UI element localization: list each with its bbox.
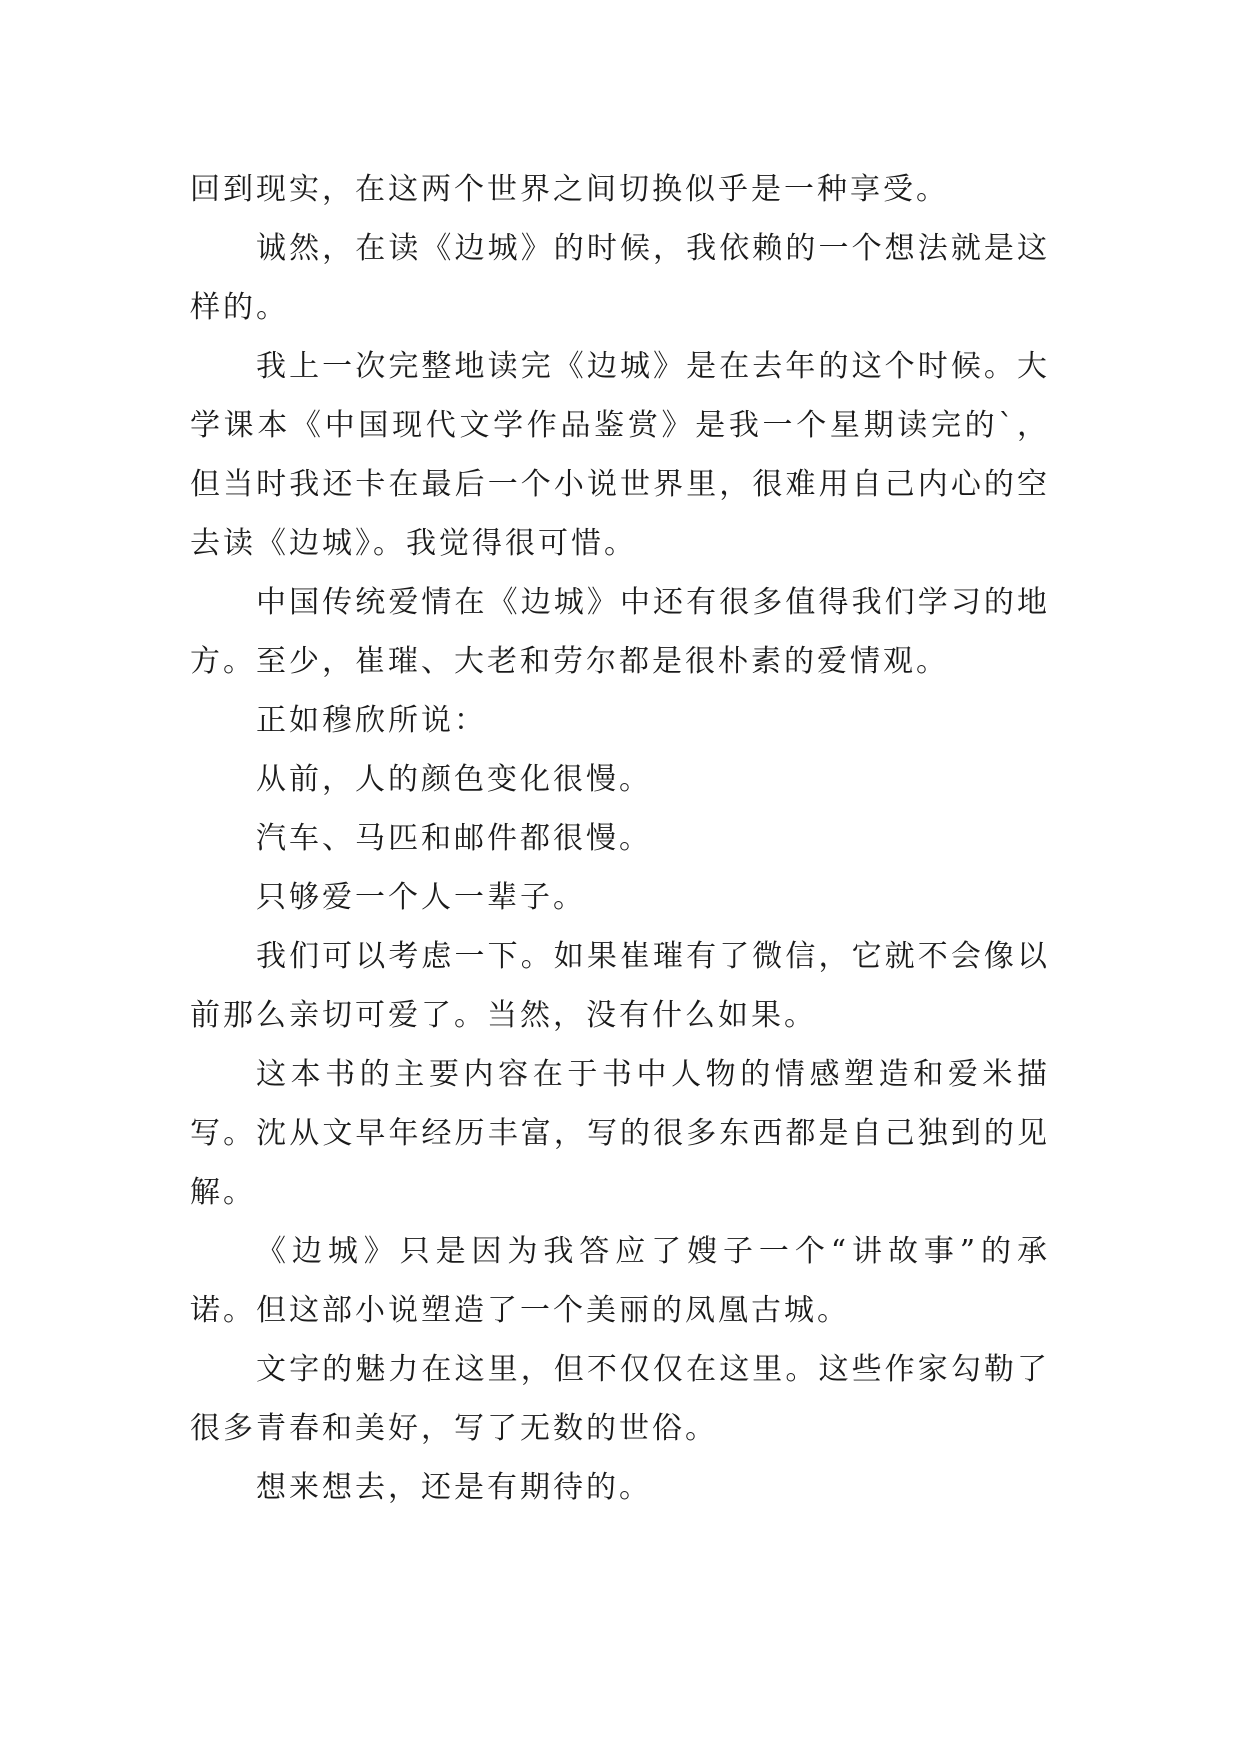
- paragraph-9: 我们可以考虑一下。如果崔璀有了微信，它就不会像以前那么亲切可爱了。当然，没有什么如果。: [190, 939, 1050, 1033]
- document-body: [190, 160, 1050, 1517]
- paragraph-8: 只够爱一个人一辈子。: [256, 880, 586, 915]
- paragraph-10: 这本书的主要内容在于书中人物的情感塑造和爱米描写。沈从文早年经历丰富，写的很多东西都是自己独到的见解。: [190, 1057, 1050, 1210]
- paragraph-2: 诚然，在读《边城》的时候，我依赖的一个想法就是这样的。: [190, 231, 1050, 325]
- paragraph-4: 中国传统爱情在《边城》中还有很多值得我们学习的地方。至少，崔璀、大老和劳尔都是很朴素的爱情观。: [190, 585, 1050, 679]
- paragraph-12: 文字的魅力在这里，但不仅仅在这里。这些作家勾勒了很多青春和美好，写了无数的世俗。: [190, 1352, 1050, 1446]
- paragraph-7: 汽车、马匹和邮件都很慢。: [256, 821, 652, 856]
- paragraph-13: 想来想去，还是有期待的。: [256, 1470, 652, 1505]
- paragraph-6: 从前，人的颜色变化很慢。: [256, 762, 652, 797]
- paragraph-11: 《边城》只是因为我答应了嫂子一个“讲故事”的承诺。但这部小说塑造了一个美丽的凤凰古城。: [190, 1234, 1050, 1328]
- paragraph-3: 我上一次完整地读完《边城》是在去年的这个时候。大学课本《中国现代文学作品鉴赏》是我一个星期读完的`，但当时我还卡在最后一个小说世界里，很难用自己内心的空去读《边城》。我觉得很可惜。: [190, 349, 1050, 561]
- paragraph-5: 正如穆欣所说：: [256, 703, 487, 738]
- paragraph-1: 回到现实，在这两个世界之间切换似乎是一种享受。: [190, 172, 949, 207]
